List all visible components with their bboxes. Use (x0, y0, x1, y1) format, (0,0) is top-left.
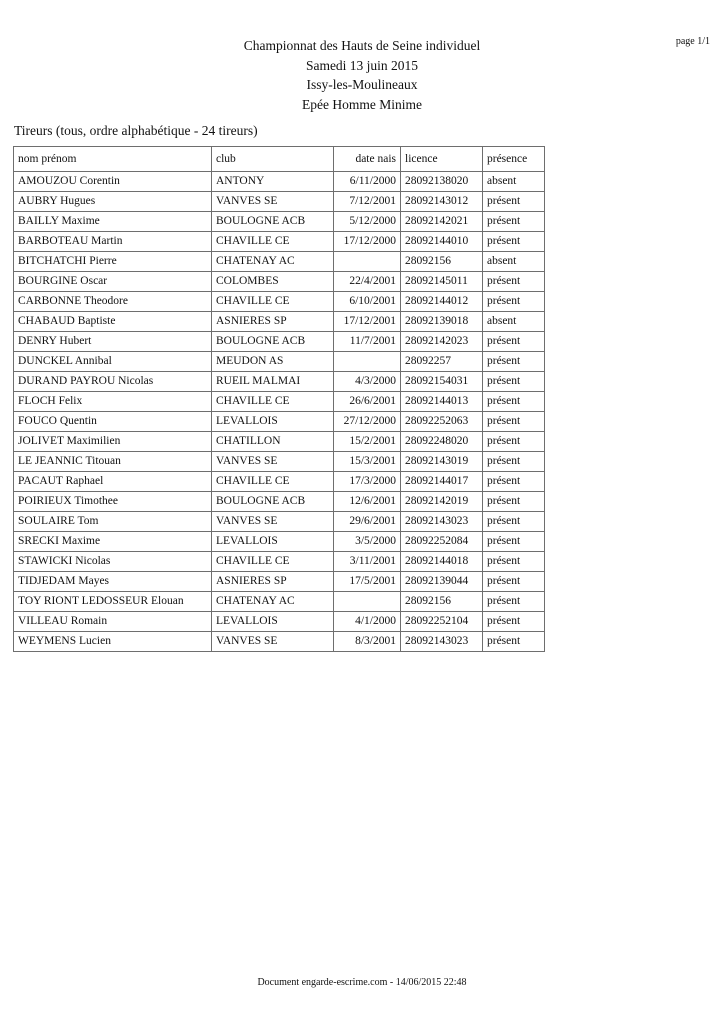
table-row (14, 192, 545, 212)
cell-club: MEUDON AS (212, 352, 334, 372)
cell-presence: présent (483, 352, 545, 372)
cell-club: CHAVILLE CE (212, 292, 334, 312)
cell-club: LEVALLOIS (212, 412, 334, 432)
cell-name: DENRY Hubert (14, 332, 212, 352)
table-row (14, 532, 545, 552)
competition-category: Epée Homme Minime (302, 96, 422, 112)
cell-presence: présent (483, 572, 545, 592)
cell-licence: 28092139018 (401, 312, 483, 332)
cell-birthdate: 22/4/2001 (334, 272, 401, 292)
cell-name: FOUCO Quentin (14, 412, 212, 432)
cell-birthdate: 5/12/2000 (334, 212, 401, 232)
cell-club: BOULOGNE ACB (212, 492, 334, 512)
cell-birthdate: 7/12/2001 (334, 192, 401, 212)
cell-name: TOY RIONT LEDOSSEUR Elouan (14, 592, 212, 612)
cell-club: CHAVILLE CE (212, 552, 334, 572)
cell-presence: présent (483, 212, 545, 232)
cell-name: JOLIVET Maximilien (14, 432, 212, 452)
cell-licence: 28092156 (401, 252, 483, 272)
cell-name: POIRIEUX Timothee (14, 492, 212, 512)
cell-licence: 28092143023 (401, 512, 483, 532)
cell-name: BARBOTEAU Martin (14, 232, 212, 252)
cell-birthdate: 12/6/2001 (334, 492, 401, 512)
table-row (14, 592, 545, 612)
table-row (14, 232, 545, 252)
table-row (14, 352, 545, 372)
cell-club: RUEIL MALMAI (212, 372, 334, 392)
competition-location: Issy-les-Moulineaux (306, 77, 418, 92)
cell-club: VANVES SE (212, 512, 334, 532)
column-header-name: nom prénom (14, 147, 212, 172)
cell-club: CHAVILLE CE (212, 392, 334, 412)
cell-presence: absent (483, 172, 545, 192)
cell-presence: présent (483, 592, 545, 612)
table-row (14, 432, 545, 452)
cell-presence: présent (483, 612, 545, 632)
cell-birthdate: 3/5/2000 (334, 532, 401, 552)
cell-licence: 28092144012 (401, 292, 483, 312)
cell-licence: 28092252104 (401, 612, 483, 632)
cell-name: TIDJEDAM Mayes (14, 572, 212, 592)
table-row (14, 612, 545, 632)
cell-birthdate: 3/11/2001 (334, 552, 401, 572)
cell-name: PACAUT Raphael (14, 472, 212, 492)
cell-licence: 28092142023 (401, 332, 483, 352)
cell-licence: 28092252063 (401, 412, 483, 432)
competition-title: Championnat des Hauts de Seine individuel (243, 38, 481, 53)
cell-club: CHAVILLE CE (212, 472, 334, 492)
cell-licence: 28092143012 (401, 192, 483, 212)
document-footer: Document engarde-escrime.com - 14/06/2015 22:48 (257, 977, 467, 988)
cell-birthdate: 6/10/2001 (334, 292, 401, 312)
cell-name: BITCHATCHI Pierre (14, 252, 212, 272)
cell-licence: 28092139044 (401, 572, 483, 592)
table-row (14, 412, 545, 432)
cell-club: BOULOGNE ACB (212, 332, 334, 352)
cell-club: ANTONY (212, 172, 334, 192)
table-row (14, 472, 545, 492)
cell-birthdate (334, 592, 401, 612)
cell-club: CHAVILLE CE (212, 232, 334, 252)
cell-club: ASNIERES SP (212, 312, 334, 332)
cell-licence: 28092257 (401, 352, 483, 372)
cell-presence: présent (483, 452, 545, 472)
cell-presence: présent (483, 232, 545, 252)
cell-presence: présent (483, 632, 545, 652)
table-row (14, 372, 545, 392)
cell-name: SRECKI Maxime (14, 532, 212, 552)
cell-club: CHATILLON (212, 432, 334, 452)
table-row (14, 252, 545, 272)
cell-name: AMOUZOU Corentin (14, 172, 212, 192)
cell-licence: 28092144018 (401, 552, 483, 572)
cell-birthdate: 17/12/2001 (334, 312, 401, 332)
cell-club: VANVES SE (212, 452, 334, 472)
cell-birthdate: 15/3/2001 (334, 452, 401, 472)
cell-licence: 28092143023 (401, 632, 483, 652)
table-row (14, 312, 545, 332)
column-header-presence: présence (483, 147, 545, 172)
cell-name: DURAND PAYROU Nicolas (14, 372, 212, 392)
table-body (14, 172, 545, 652)
cell-club: CHATENAY AC (212, 252, 334, 272)
cell-presence: présent (483, 332, 545, 352)
cell-presence: présent (483, 372, 545, 392)
table-row (14, 512, 545, 532)
cell-name: WEYMENS Lucien (14, 632, 212, 652)
cell-presence: absent (483, 312, 545, 332)
cell-birthdate: 26/6/2001 (334, 392, 401, 412)
cell-presence: présent (483, 472, 545, 492)
cell-club: LEVALLOIS (212, 532, 334, 552)
cell-licence: 28092138020 (401, 172, 483, 192)
cell-birthdate: 11/7/2001 (334, 332, 401, 352)
cell-club: VANVES SE (212, 192, 334, 212)
cell-licence: 28092142019 (401, 492, 483, 512)
cell-birthdate: 17/3/2000 (334, 472, 401, 492)
cell-birthdate: 8/3/2001 (334, 632, 401, 652)
table-header-row (14, 147, 545, 172)
cell-name: AUBRY Hugues (14, 192, 212, 212)
column-header-licence: licence (401, 147, 483, 172)
cell-presence: présent (483, 432, 545, 452)
column-header-club: club (212, 147, 334, 172)
competition-date: Samedi 13 juin 2015 (305, 57, 419, 73)
cell-licence: 28092252084 (401, 532, 483, 552)
cell-licence: 28092156 (401, 592, 483, 612)
table-row (14, 572, 545, 592)
cell-name: SOULAIRE Tom (14, 512, 212, 532)
table-row (14, 392, 545, 412)
cell-licence: 28092248020 (401, 432, 483, 452)
cell-presence: présent (483, 292, 545, 312)
table-row (14, 292, 545, 312)
table-row (14, 552, 545, 572)
cell-presence: présent (483, 392, 545, 412)
cell-presence: absent (483, 252, 545, 272)
cell-presence: présent (483, 492, 545, 512)
cell-licence: 28092145011 (401, 272, 483, 292)
cell-name: LE JEANNIC Titouan (14, 452, 212, 472)
fencers-table (13, 146, 545, 652)
table-row (14, 452, 545, 472)
table-row (14, 272, 545, 292)
cell-club: COLOMBES (212, 272, 334, 292)
cell-birthdate: 4/1/2000 (334, 612, 401, 632)
table-row (14, 172, 545, 192)
cell-birthdate: 17/12/2000 (334, 232, 401, 252)
cell-licence: 28092142021 (401, 212, 483, 232)
cell-licence: 28092144017 (401, 472, 483, 492)
page-number: page 1/1 (675, 36, 710, 47)
cell-birthdate: 17/5/2001 (334, 572, 401, 592)
cell-presence: présent (483, 552, 545, 572)
table-row (14, 212, 545, 232)
cell-licence: 28092144013 (401, 392, 483, 412)
cell-birthdate (334, 252, 401, 272)
cell-birthdate: 4/3/2000 (334, 372, 401, 392)
cell-name: VILLEAU Romain (14, 612, 212, 632)
cell-name: BOURGINE Oscar (14, 272, 212, 292)
column-header-birthdate: date nais (334, 147, 401, 172)
cell-licence: 28092154031 (401, 372, 483, 392)
document-header (0, 36, 724, 114)
cell-licence: 28092144010 (401, 232, 483, 252)
cell-name: CARBONNE Theodore (14, 292, 212, 312)
table-row (14, 332, 545, 352)
cell-licence: 28092143019 (401, 452, 483, 472)
cell-presence: présent (483, 412, 545, 432)
cell-club: BOULOGNE ACB (212, 212, 334, 232)
cell-presence: présent (483, 192, 545, 212)
cell-presence: présent (483, 512, 545, 532)
cell-name: BAILLY Maxime (14, 212, 212, 232)
table-row (14, 492, 545, 512)
table-row (14, 632, 545, 652)
cell-name: DUNCKEL Annibal (14, 352, 212, 372)
cell-birthdate (334, 352, 401, 372)
cell-club: VANVES SE (212, 632, 334, 652)
cell-name: STAWICKI Nicolas (14, 552, 212, 572)
cell-presence: présent (483, 532, 545, 552)
cell-club: CHATENAY AC (212, 592, 334, 612)
cell-name: FLOCH Felix (14, 392, 212, 412)
cell-birthdate: 27/12/2000 (334, 412, 401, 432)
cell-birthdate: 15/2/2001 (334, 432, 401, 452)
cell-club: ASNIERES SP (212, 572, 334, 592)
cell-birthdate: 29/6/2001 (334, 512, 401, 532)
cell-presence: présent (483, 272, 545, 292)
cell-birthdate: 6/11/2000 (334, 172, 401, 192)
cell-name: CHABAUD Baptiste (14, 312, 212, 332)
cell-club: LEVALLOIS (212, 612, 334, 632)
section-title: Tireurs (tous, ordre alphabétique - 24 tireurs) (14, 123, 258, 138)
